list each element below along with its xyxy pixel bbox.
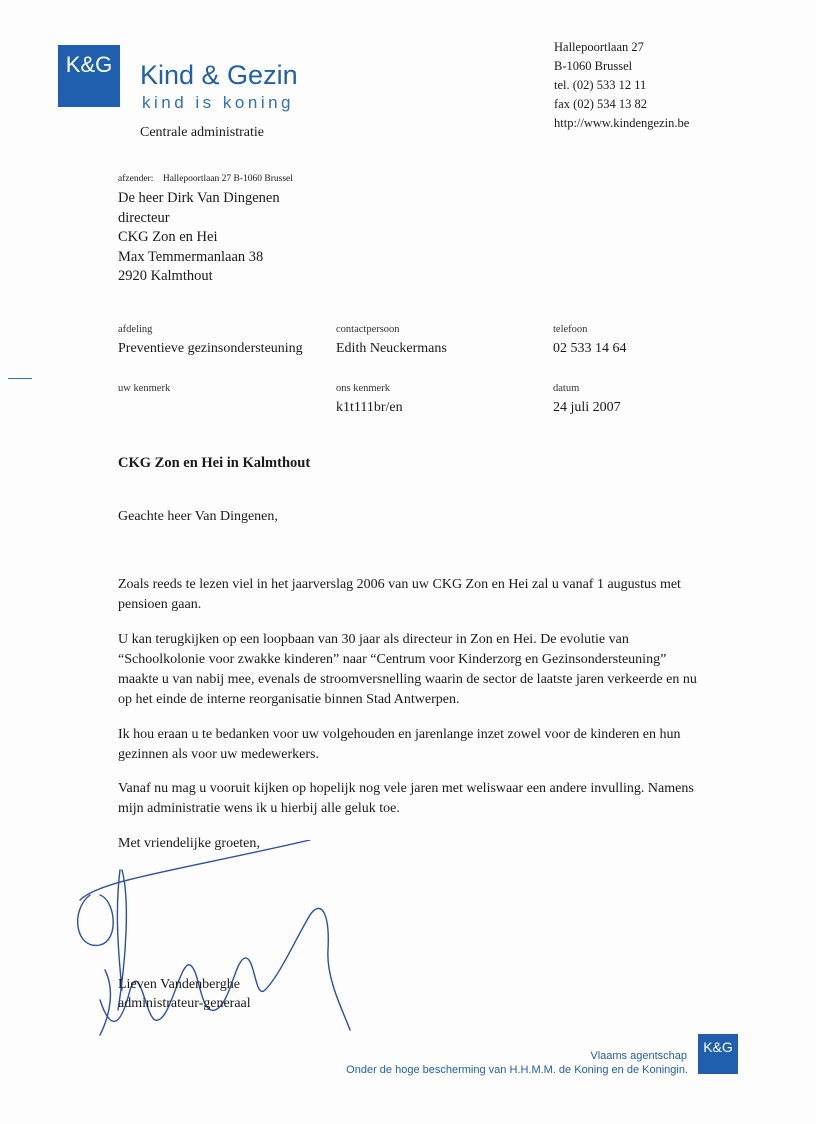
- ons-kenmerk-label: ons kenmerk: [336, 383, 390, 394]
- telefoon-value: 02 533 14 64: [553, 341, 627, 356]
- recipient-line: CKG Zon en Hei: [118, 229, 218, 245]
- address-web: http://www.kindengezin.be: [554, 116, 690, 130]
- paragraph-line: pensioen gaan.: [118, 597, 202, 612]
- paragraph-line: op het einde de interne reorganisatie binnen Stad Antwerpen.: [118, 692, 460, 707]
- signer-name: Lieven Vandenberghe: [118, 977, 240, 992]
- afdeling-label: afdeling: [118, 324, 153, 335]
- address-tel: tel. (02) 533 12 11: [554, 78, 647, 92]
- datum-value: 24 juli 2007: [553, 400, 621, 415]
- kind-en-gezin-logo: [58, 45, 120, 107]
- address-fax: fax (02) 534 13 82: [554, 97, 648, 111]
- recipient-line: directeur: [118, 209, 170, 226]
- paragraph-line: U kan terugkijken op een loopbaan van 30 jaar als directeur in Zon en Hei. De evolutie van: [118, 632, 629, 647]
- paragraph-line: Vanaf nu mag u vooruit kijken op hopelijk nog vele jaren met weliswaar een andere invulling. Namens: [118, 781, 694, 796]
- contact-value: Edith Neuckermans: [336, 341, 447, 356]
- paragraph-line: gezinnen als voor uw medewerkers.: [118, 747, 319, 762]
- paragraph-4: [118, 779, 738, 819]
- paragraph-1: [118, 575, 738, 615]
- address-street: Hallepoortlaan 27: [554, 40, 644, 54]
- department-name: Centrale administratie: [140, 125, 265, 140]
- recipient-block: [118, 189, 280, 287]
- address-city: B-1060 Brussel: [554, 59, 633, 73]
- sender-label: afzender:: [118, 174, 154, 184]
- fold-mark: [8, 378, 32, 379]
- sender-address: Hallepoortlaan 27 B-1060 Brussel: [162, 174, 293, 184]
- brand-tagline: kind is koning: [142, 93, 295, 112]
- footer-logo-text: K&G: [703, 1039, 733, 1055]
- paragraph-3: [118, 725, 738, 765]
- telefoon-label: telefoon: [553, 324, 588, 335]
- paragraph-2: [118, 630, 738, 710]
- signer-block: [118, 975, 251, 1013]
- paragraph-line: “Schoolkolonie voor zwakke kinderen” naar “Centrum voor Kinderzorg en Gezinsondersteuning”: [118, 652, 667, 667]
- contact-label: contactpersoon: [336, 324, 400, 335]
- datum-label: datum: [553, 383, 580, 394]
- closing: Met vriendelijke groeten,: [118, 836, 260, 851]
- address-block: [554, 38, 689, 133]
- footer-logo: [698, 1034, 738, 1074]
- paragraph-line: Zoals reeds te lezen viel in het jaarverslag 2006 van uw CKG Zon en Hei zal u vanaf 1 augustus met: [118, 577, 681, 592]
- recipient-line: De heer Dirk Van Dingenen: [118, 190, 280, 206]
- paragraph-line: Ik hou eraan u te bedanken voor uw volgehouden en jarenlange inzet zowel voor de kinderen en hun: [118, 727, 681, 742]
- footer-patronage: Onder de hoge bescherming van H.H.M.M. de Koning en de Koningin.: [346, 1064, 688, 1076]
- footer-agency: Vlaams agentschap: [590, 1050, 687, 1062]
- ons-kenmerk-value: k1t111br/en: [336, 400, 403, 415]
- recipient-line: 2920 Kalmthout: [118, 268, 213, 284]
- recipient-line: Max Temmermanlaan 38: [118, 248, 264, 265]
- sender-line: [118, 174, 293, 184]
- letter-subject: CKG Zon en Hei in Kalmthout: [118, 455, 311, 471]
- paragraph-line: mijn administratie wens ik u hierbij alle geluk toe.: [118, 801, 400, 816]
- salutation: Geachte heer Van Dingenen,: [118, 509, 278, 524]
- brand-name: Kind & Gezin: [140, 60, 298, 90]
- afdeling-value: Preventieve gezinsondersteuning: [118, 341, 303, 356]
- signer-title: administrateur-generaal: [118, 996, 251, 1011]
- paragraph-line: maakte u van nabij mee, evenals de stroomversnelling waarin de sector de laatste jaren verkeerde en nu: [118, 672, 697, 687]
- uw-kenmerk-label: uw kenmerk: [118, 383, 171, 394]
- logo-text: K&G: [65, 52, 113, 77]
